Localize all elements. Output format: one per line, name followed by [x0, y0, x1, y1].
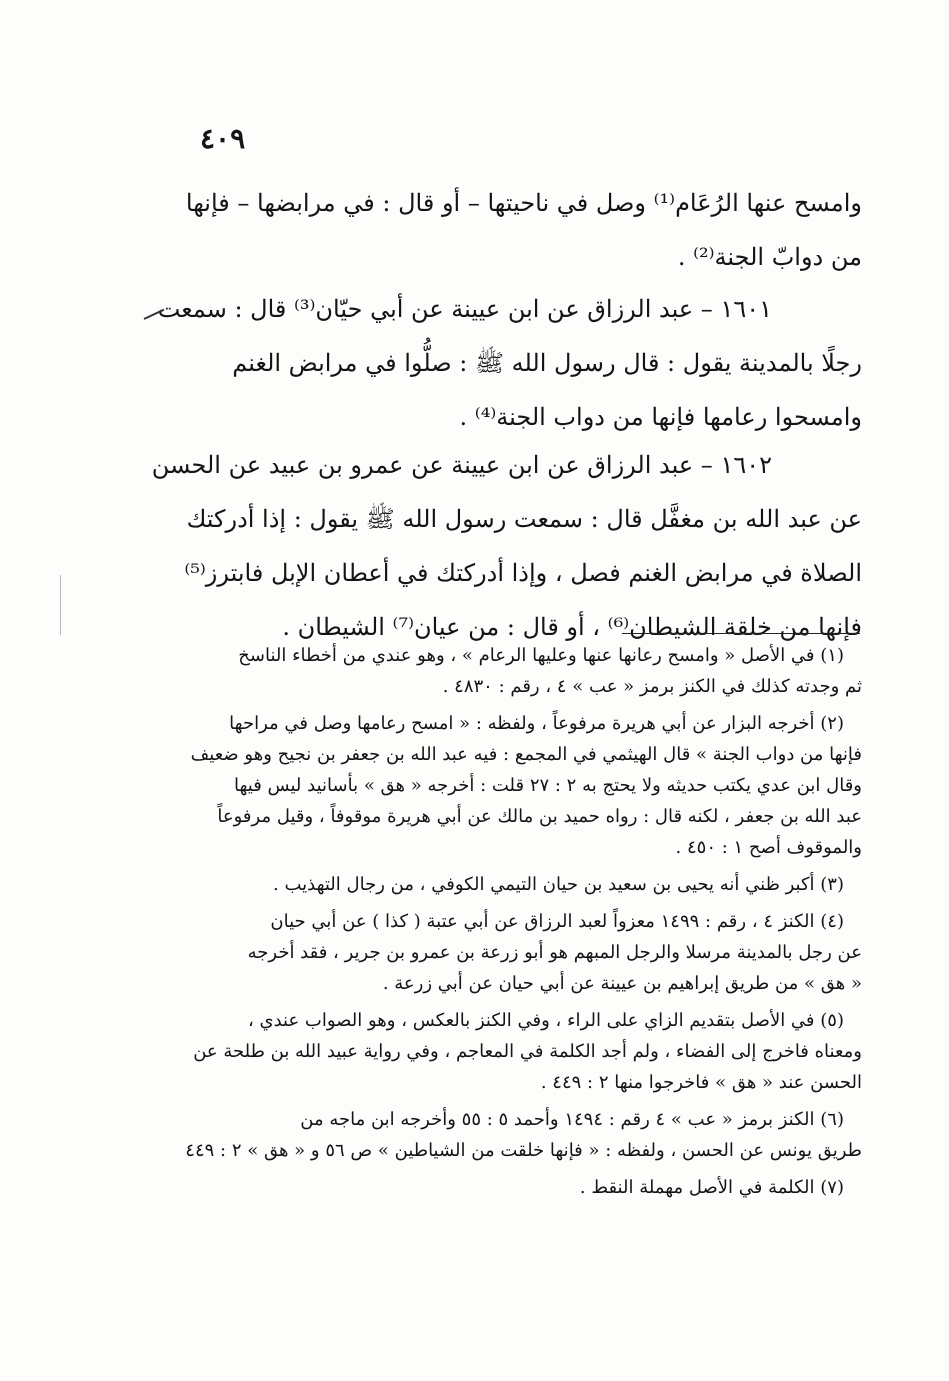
footnote-line: ومعناه فاخرج إلى الفضاء ، ولم أجد الكلمة في المعاجم ، وفي رواية عبيد الله بن طلحة عن: [193, 1041, 862, 1062]
footnote-line: فإنها من دواب الجنة » قال الهيثمي في المجمع : فيه عبد الله بن جعفر بن نجيح وهو ضعيف: [190, 744, 862, 765]
footnote-line: والموقوف أصح ١ : ٤٥٠ .: [675, 837, 862, 858]
hadith-1601: [157, 282, 862, 444]
footnote-3: [196, 869, 862, 900]
text-line: فإنها من خلقة الشيطان⁽⁶⁾ ، أو قال : من عيان⁽⁷⁾ الشيطان .: [282, 613, 862, 641]
footnote-7: [196, 1172, 862, 1203]
footnote-1: [196, 640, 862, 702]
footnote-6: [185, 1104, 862, 1166]
footnote-4: [196, 906, 862, 999]
footnote-line: عبد الله بن جعفر ، لكنه قال : رواه حميد بن مالك عن أبي هريرة موقوفاً ، وقيل مرفوعاً: [217, 806, 862, 827]
footnote-line: « هق » من طريق إبراهيم بن عيينة عن أبي حيان عن أبي زرعة .: [382, 973, 862, 994]
footnote-line: (١) في الأصل « وامسح رعانها عنها وعليها الرعام » ، وهو عندي من أخطاء الناسخ: [238, 645, 844, 666]
text-line: الصلاة في مرابض الغنم فصل ، وإذا أدركتك في أعطان الإبل فابترز⁽⁵⁾: [184, 559, 862, 587]
footnote-line: عن رجل بالمدينة مرسلا والرجل المبهم هو أبو زرعة بن عمرو بن جرير ، فقد أخرجه: [247, 942, 862, 963]
text-line: وامسحوا رعامها فإنها من دواب الجنة⁽⁴⁾ .: [459, 403, 862, 431]
paragraph-continuation: [185, 176, 862, 284]
footnote-line: (٤) الكنز ٤ ، رقم : ١٤٩٩ معزواً لعبد الرزاق عن أبي عتبة ( كذا ) عن أبي حيان: [270, 911, 844, 932]
footnote-line: وقال ابن عدي يكتب حديثه ولا يحتج به ٢ : ٢٧ قلت : أخرجه « هق » بأسانيد ليس فيها: [234, 775, 862, 796]
footnote-line: طريق يونس عن الحسن ، ولفظه : « فإنها خلقت من الشياطين » ص ٥٦ و « هق » ٢ : ٤٤٩: [185, 1140, 862, 1161]
footnote-2: [190, 708, 862, 863]
footnote-5: [193, 1005, 862, 1098]
text-line: من دوابّ الجنة⁽²⁾ .: [677, 243, 862, 271]
footnote-separator: [622, 633, 860, 634]
footnote-line: الحسن عند « هق » فاخرجوا منها ٢ : ٤٤٩ .: [540, 1072, 862, 1093]
footnote-line: (٦) الكنز برمز « عب » ٤ رقم : ١٤٩٤ وأحمد ٥ : ٥٥ وأخرجه ابن ماجه من: [300, 1109, 844, 1130]
footnote-line: (٣) أكبر ظني أنه يحيى بن سعيد بن حيان التيمي الكوفي ، من رجال التهذيب .: [273, 874, 844, 895]
text-line: وامسح عنها الرُعَام⁽¹⁾ وصل في ناحيتها – أو قال : في مرابضها – فإنها: [185, 189, 862, 217]
footnotes: [185, 640, 862, 1209]
hadith-1602: [151, 438, 862, 654]
footnote-line: (٧) الكلمة في الأصل مهملة النقط .: [579, 1177, 844, 1198]
text-line: رجلًا بالمدينة يقول : قال رسول الله ﷺ : صلُّوا في مرابض الغنم: [232, 349, 862, 377]
scan-artifact: [60, 575, 61, 635]
footnote-line: ثم وجدته كذلك في الكنز برمز « عب » ٤ ، رقم : ٤٨٣٠ .: [442, 676, 862, 697]
text-line: عن عبد الله بن مغفَّل قال : سمعت رسول الله ﷺ يقول : إذا أدركتك: [186, 505, 862, 533]
text-line: ١٦٠١ – عبد الرزاق عن ابن عيينة عن أبي حيّان⁽³⁾ قال : سمعت: [157, 295, 772, 323]
page-number: ٤٠٩: [200, 122, 246, 155]
footnote-line: (٢) أخرجه البزار عن أبي هريرة مرفوعاً ، ولفظه : « امسح رعامها وصل في مراحها: [229, 713, 844, 734]
text-line: ١٦٠٢ – عبد الرزاق عن ابن عيينة عن عمرو بن عبيد عن الحسن: [151, 451, 772, 479]
footnote-line: (٥) في الأصل بتقديم الزاي على الراء ، وفي الكنز بالعكس ، وهو الصواب عندي ،: [247, 1010, 844, 1031]
